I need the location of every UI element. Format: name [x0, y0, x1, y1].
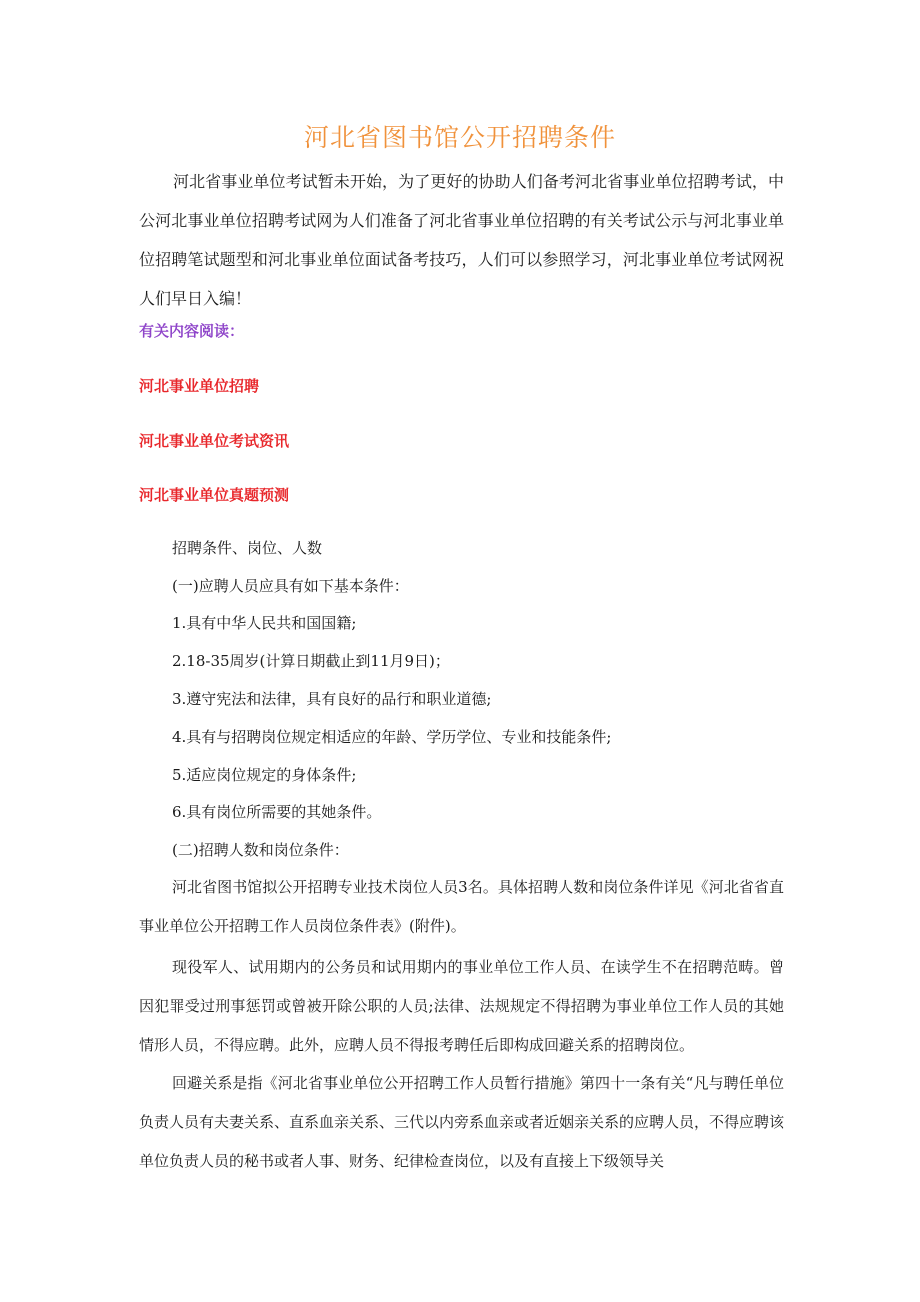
body-paragraph: 回避关系是指《河北省事业单位公开招聘工作人员暂行措施》第四十一条有关“凡与聘任单位负责人员有夫妻关系、直系血亲关系、三代以内旁系血亲或者近姻亲关系的应聘人员，不得应聘该单位负责人员的秘书或者人事、财务、纪律检查岗位，以及有直接上下级领导关 — [139, 1074, 785, 1170]
condition-item: 6.具有岗位所需要的其她条件。 — [172, 803, 382, 821]
intro-paragraph: 河北省事业单位考试暂未开始，为了更好的协助人们备考河北省事业单位招聘考试，中公河北事业单位招聘考试网为人们准备了河北省事业单位招聘的有关考试公示与河北事业单位招聘笔试题型和河北事业单位面试备考技巧，人们可以参照学习，河北事业单位考试网祝人们早日入编！ — [139, 172, 784, 308]
related-link-exam-news[interactable]: 河北事业单位考试资讯 — [139, 432, 290, 450]
related-link-exam-prediction[interactable]: 河北事业单位真题预测 — [139, 486, 290, 504]
positions-heading: (二)招聘人数和岗位条件： — [172, 841, 349, 859]
body-paragraph: 河北省图书馆拟公开招聘专业技术岗位人员3名。具体招聘人数和岗位条件详见《河北省省直事业单位公开招聘工作人员岗位条件表》(附件)。 — [139, 878, 784, 935]
condition-item: 4.具有与招聘岗位规定相适应的年龄、学历学位、专业和技能条件; — [172, 728, 612, 746]
basic-conditions-heading: (一)应聘人员应具有如下基本条件： — [172, 577, 409, 595]
document-title: 河北省图书馆公开招聘条件 — [303, 123, 616, 152]
condition-item: 5.适应岗位规定的身体条件; — [172, 766, 357, 784]
body-paragraph: 现役军人、试用期内的公务员和试用期内的事业单位工作人员、在读学生不在招聘范畴。曾因犯罪受过刑事惩罚或曾被开除公职的人员;法律、法规规定不得招聘为事业单位工作人员的其她情形人员，不得应聘。此外，应聘人员不得报考聘任后即构成回避关系的招聘岗位。 — [139, 958, 784, 1054]
related-reading-label: 有关内容阅读： — [139, 322, 245, 340]
section-heading: 招聘条件、岗位、人数 — [172, 539, 323, 557]
condition-item: 3.遵守宪法和法律，具有良好的品行和职业道德; — [172, 690, 492, 708]
condition-item: 1.具有中华人民共和国国籍; — [172, 614, 357, 632]
related-link-recruitment[interactable]: 河北事业单位招聘 — [139, 377, 260, 395]
condition-item: 2.18-35周岁(计算日期截止到11月9日)； — [172, 652, 450, 670]
